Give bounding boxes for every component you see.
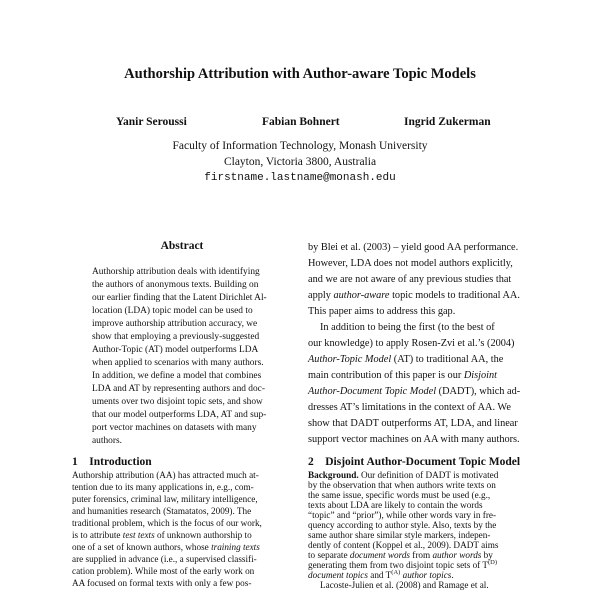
abstract-line: show that employing a previously-suggested — [92, 332, 260, 342]
section-title: Disjoint Author-Document Topic Model — [325, 456, 521, 468]
body-line — [308, 470, 530, 480]
address: Clayton, Victoria 3800, Australia — [223, 156, 377, 168]
body-line — [72, 530, 292, 540]
paper-title: Authorship Attribution with Author-aware Topic Models — [124, 66, 476, 82]
affiliation: Faculty of Information Technology, Monash University — [172, 140, 428, 152]
body-line — [308, 570, 530, 580]
text-run: one of a set of known authors, whose — [72, 542, 212, 552]
body-line: However, LDA does not model authors explicitly, — [308, 258, 513, 269]
text-run: generating them from two disjoint topic sets of T — [308, 560, 488, 570]
superscript: (A) — [391, 569, 401, 576]
body-line: puter forensics, criminal law, military intelligence, — [72, 494, 258, 504]
section-title: Introduction — [89, 456, 152, 468]
section-heading — [72, 456, 292, 468]
abstract-line: that our model outperforms LDA, AT and sup- — [92, 410, 267, 420]
body-line: by Blei et al. (2003) – yield good AA performance. — [308, 242, 519, 253]
body-line: support vector machines on AA with many authors. — [308, 434, 520, 445]
abstract-line: authors. — [92, 436, 122, 446]
body-line: quency according to author style. Also, texts by the — [308, 520, 497, 530]
abstract-heading: Abstract — [160, 240, 204, 252]
text-run: main contribution of this paper is our — [308, 370, 464, 381]
body-line: “topic” and “prior”), while other words vary in fre- — [308, 510, 497, 520]
body-line: This paper aims to address this gap. — [308, 306, 456, 317]
body-line: dently of content (Koppel et al., 2009). DADT aims — [308, 540, 499, 550]
body-line: cation problem). While most of the early work on — [72, 566, 255, 576]
body-line — [308, 354, 530, 365]
text-run: apply — [308, 290, 334, 301]
body-line: and humanities research (Stamatatos, 2009). The — [72, 506, 252, 516]
body-line: and we are not aware of any previous studies that — [308, 274, 512, 285]
abstract-line: In addition, we define a model that combines — [92, 371, 262, 381]
body-line: are supplied in advance (i.e., a supervised classifi- — [72, 554, 257, 564]
italic-term: Author-Topic Model — [308, 354, 392, 365]
italic-term: document words — [349, 550, 410, 560]
text-run: from — [409, 550, 433, 560]
text-run: and T — [367, 570, 392, 580]
italic-term: author words — [432, 550, 482, 560]
text-run: by — [481, 550, 493, 560]
body-line — [308, 386, 530, 397]
abstract-line: improve authorship attribution accuracy, we — [92, 319, 258, 329]
text-run: (AT) to traditional AA, the — [391, 354, 504, 365]
body-line: Lacoste-Julien et al. (2008) and Ramage et al. — [320, 580, 489, 590]
text-run: (DADT), which ad- — [436, 386, 521, 397]
body-line: show that DADT outperforms AT, LDA, and linear — [308, 418, 518, 429]
superscript: (D) — [487, 559, 498, 566]
body-line: In addition to being the first (to the best of — [320, 322, 495, 333]
body-line: by the observation that when authors write texts on — [308, 480, 496, 490]
italic-term: Author-Document Topic Model — [308, 386, 437, 397]
abstract-line: our earlier finding that the Latent Dirichlet Al- — [92, 293, 267, 303]
abstract-line: when applied to scenarios with many authors. — [92, 358, 264, 368]
body-line: our knowledge) to apply Rosen-Zvi et al.’s (2004) — [308, 338, 515, 349]
italic-term: author topics — [400, 570, 452, 580]
text-run: to separate — [308, 550, 350, 560]
text-run: is to attribute — [72, 530, 123, 540]
abstract-line: uments over two disjoint topic sets, and show — [92, 397, 263, 407]
body-line: AA focused on formal texts with only a few pos- — [72, 578, 252, 588]
body-line: Authorship attribution (AA) has attracted much at- — [72, 470, 259, 480]
body-line — [72, 542, 292, 552]
text-run: of unknown authorship to — [154, 530, 252, 540]
abstract-line: location (LDA) topic model can be used to — [92, 306, 253, 316]
body-line: traditional problem, which is the focus of our work, — [72, 518, 262, 528]
italic-term: training texts — [211, 542, 260, 552]
body-line — [308, 290, 530, 301]
text-run: Our definition of DADT is motivated — [358, 470, 499, 480]
body-line — [308, 370, 530, 381]
abstract-line: LDA and AT by representing authors and doc- — [92, 384, 265, 394]
abstract-line: Authorship attribution deals with identifying — [92, 267, 260, 277]
section-number: 2 — [308, 456, 314, 468]
body-line: texts about LDA are likely to contain the words — [308, 500, 483, 510]
paragraph-label: Background. — [308, 470, 359, 480]
section-heading — [308, 456, 530, 468]
italic-term: test texts — [122, 530, 155, 540]
abstract-line: port vector machines on datasets with many — [92, 423, 257, 433]
body-line — [308, 560, 530, 570]
abstract-line: Author-Topic (AT) model outperforms LDA — [92, 345, 259, 355]
author-name: Yanir Seroussi — [116, 116, 187, 128]
body-line: dresses AT’s limitations in the context of AA. We — [308, 402, 511, 413]
text-run: topic models to traditional AA. — [389, 290, 520, 301]
email-address: firstname.lastname@monash.edu — [204, 172, 396, 184]
body-line: same author share similar style markers, indepen- — [308, 530, 491, 540]
body-line: tention due to its many applications in, e.g., com- — [72, 482, 254, 492]
italic-term: document topics — [308, 570, 368, 580]
author-name: Fabian Bohnert — [262, 116, 340, 128]
section-number: 1 — [72, 456, 78, 468]
italic-term: author-aware — [333, 290, 390, 301]
author-name: Ingrid Zukerman — [404, 116, 491, 128]
text-run: . — [451, 570, 454, 580]
abstract-line: the authors of anonymous texts. Building on — [92, 280, 259, 290]
body-line: the same issue, specific words must be used (e.g., — [308, 490, 491, 500]
italic-term: Disjoint — [463, 370, 498, 381]
